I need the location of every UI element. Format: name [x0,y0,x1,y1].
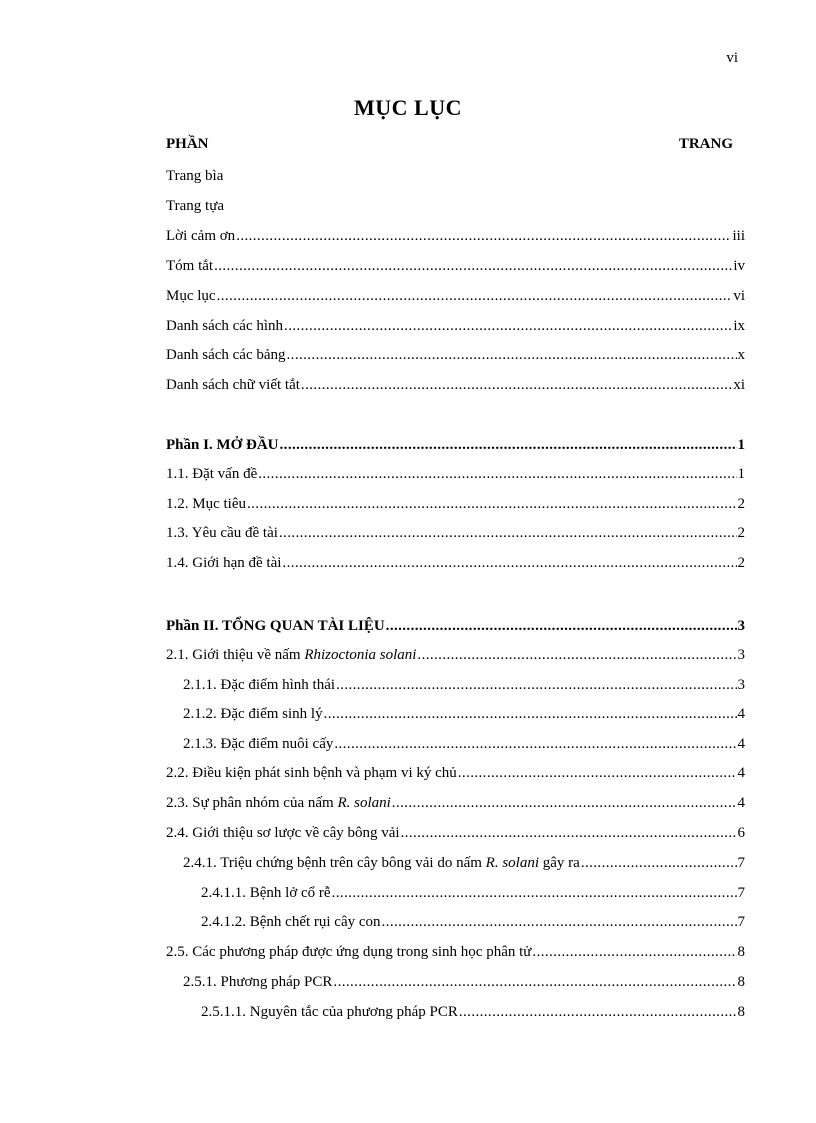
toc-entry-label: Lời cảm ơn [166,228,236,244]
toc-entry-label: 2.5.1.1. Nguyên tắc của phương pháp PCR [201,1004,458,1020]
toc-entry-page: 8 [737,974,745,990]
toc-entry[interactable] [166,822,745,844]
toc-entry-label: 2.1.3. Đặc điểm nuôi cấy [183,736,334,752]
toc-entry-label: 2.2. Điều kiện phát sinh bệnh và phạm vi ký chủ [166,765,457,781]
leader-dots [236,225,731,247]
toc-entry-page: 4 [737,736,745,752]
toc-entry[interactable] [166,674,745,696]
toc-entry-page: iii [732,228,745,244]
leader-dots [382,911,737,933]
leader-dots [287,344,737,366]
toc-entry-page: 8 [737,1004,745,1020]
label-text: 2.1. Giới thiệu về nấm [166,647,305,663]
toc-entry-label: Phần I. MỞ ĐẦU [166,437,279,453]
toc-entry-page: 2 [737,525,745,541]
toc-entry-page: x [737,347,745,363]
toc-entry-page: 1 [737,437,745,453]
leader-dots [247,493,737,515]
toc-entry-page: xi [733,377,745,393]
toc-entry-label: 2.1.2. Đặc điểm sinh lý [183,706,323,722]
toc-entry[interactable] [166,225,745,247]
toc-entry-label: 2.5. Các phương pháp được ứng dụng trong sinh học phân tử [166,944,532,960]
leader-dots [284,315,732,337]
toc-entry-page: 7 [737,914,745,930]
label-text: 2.3. Sự phân nhóm của nấm [166,795,338,811]
toc-header-page: TRANG [678,136,733,152]
leader-dots [258,463,736,485]
toc-entry[interactable] [166,733,745,755]
toc-entry[interactable] [166,552,745,574]
toc-entry[interactable] [166,644,745,666]
toc-entry-label: 2.4.1.2. Bệnh chết rụi cây con [201,914,381,930]
leader-dots [459,1001,737,1023]
toc-entry-page: 4 [737,765,745,781]
toc-entry[interactable] [166,792,745,814]
toc-entry[interactable] [166,374,745,396]
toc-entry-label: Danh sách các bảng [166,347,286,363]
toc-entry[interactable] [166,285,745,307]
toc-entry[interactable] [166,762,745,784]
toc-entry-page: 3 [737,677,745,693]
toc-entry-page: ix [733,318,745,334]
toc-entry[interactable] [166,971,745,993]
toc-entry-label: 2.5.1. Phương pháp PCR [183,974,333,990]
leader-dots [336,674,736,696]
toc-entry[interactable] [166,1001,745,1023]
leader-dots [217,285,733,307]
toc-entry-page: 7 [737,855,745,871]
toc-entry-label: 2.1.1. Đặc điểm hình thái [183,677,336,693]
leader-dots [214,255,732,277]
leader-dots [324,703,737,725]
toc-entry-page: vi [733,288,745,304]
leader-dots [333,971,736,993]
label-italic: Rhizoctonia solani [304,647,417,663]
leader-dots [334,733,736,755]
toc-entry-label: Danh sách chữ viết tắt [166,377,300,393]
leader-dots [279,522,737,544]
toc-entry[interactable] [166,852,745,874]
leader-dots [386,615,737,637]
toc-part-heading[interactable] [166,615,745,637]
toc-entry-label: Trang tựa [166,198,224,214]
toc-entry[interactable] [166,165,745,187]
toc-entry[interactable] [166,882,745,904]
label-text: 2.4.1. Triệu chứng bệnh trên cây bông vải do nấm [183,855,486,871]
toc-entry-label: Trang bìa [166,168,224,184]
toc-entry-page: 7 [737,885,745,901]
toc-entry-page: 1 [737,466,745,482]
toc-entry-label [166,792,391,814]
toc-entry-page: 4 [737,795,745,811]
leader-dots [532,941,736,963]
toc-entry[interactable] [166,911,745,933]
toc-entry[interactable] [166,315,745,337]
toc-entry-label [183,852,580,874]
toc-entry[interactable] [166,344,745,366]
toc-entry-page: 6 [737,825,745,841]
toc-entry-label: 2.4. Giới thiệu sơ lược về cây bông vải [166,825,400,841]
toc-entry-label: 2.4.1.1. Bệnh lở cổ rễ [201,885,331,901]
toc-entry-page: 8 [737,944,745,960]
leader-dots [301,374,732,396]
page-title: MỤC LỤC [354,95,462,120]
toc-header-section: PHẦN [166,136,209,152]
leader-dots [392,792,737,814]
toc-entry-label: Phần II. TỔNG QUAN TÀI LIỆU [166,618,385,634]
toc-header [166,136,733,156]
toc-entry-label: Tóm tắt [166,258,214,274]
toc-entry[interactable] [166,463,745,485]
toc-entry[interactable] [166,255,745,277]
toc-entry[interactable] [166,941,745,963]
leader-dots [401,822,737,844]
label-italic: R. solani [337,795,391,811]
toc-entry-label: 1.3. Yêu cầu đề tài [166,525,278,541]
page-number: vi [726,50,738,66]
leader-dots [332,882,737,904]
label-italic: R. solani [485,855,540,871]
toc-entry-label [166,644,416,666]
toc-entry-page: 3 [737,647,745,663]
leader-dots [280,434,737,456]
toc-entry[interactable] [166,493,745,515]
toc-entry[interactable] [166,522,745,544]
toc-entry-label: 1.2. Mục tiêu [166,496,246,512]
toc-entry-page: iv [733,258,745,274]
toc-entry-page: 4 [737,706,745,722]
leader-dots [581,852,737,874]
toc-entry[interactable] [166,195,745,217]
toc-entry-label: Mục lục [166,288,216,304]
toc-entry-page: 3 [737,618,745,634]
toc-entry-label: 1.1. Đặt vấn đề [166,466,258,482]
toc-entry-label: Danh sách các hình [166,318,284,334]
leader-dots [417,644,736,666]
toc-entry-label: 1.4. Giới hạn đề tài [166,555,282,571]
leader-dots [282,552,736,574]
toc-entry[interactable] [166,703,745,725]
toc-part-heading[interactable] [166,434,745,456]
leader-dots [458,762,737,784]
toc-entry-page: 2 [737,555,745,571]
label-text: gây ra [539,855,580,871]
toc-entry-page: 2 [737,496,745,512]
